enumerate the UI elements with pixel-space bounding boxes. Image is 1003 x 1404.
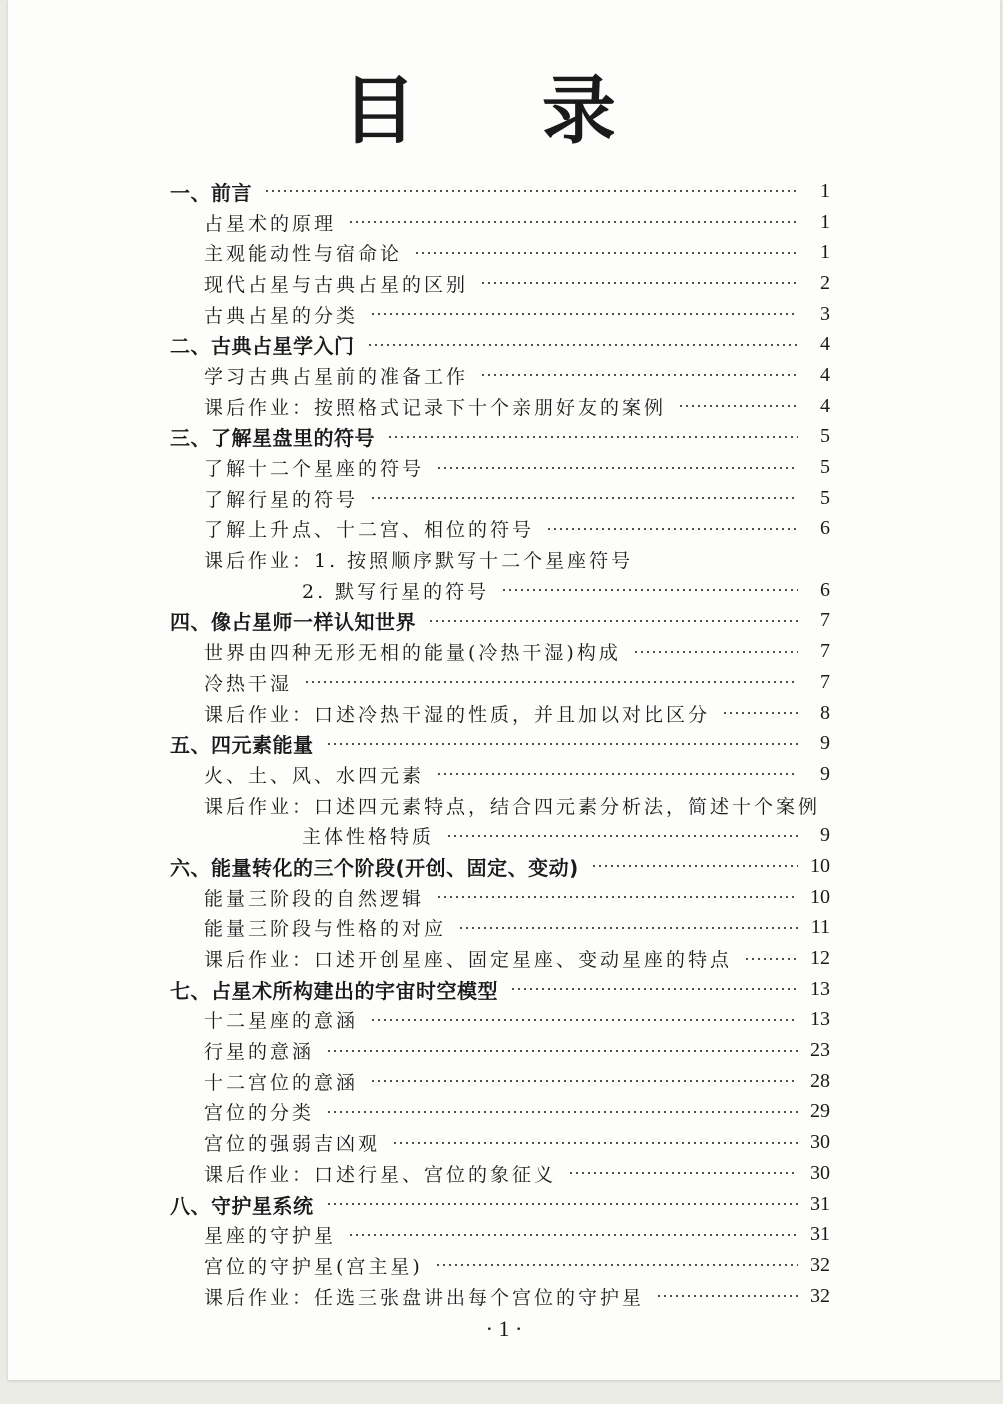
dot-leader bbox=[436, 772, 798, 776]
toc-entry-row bbox=[170, 1219, 830, 1250]
toc-page-number: 13 bbox=[810, 977, 830, 1000]
toc-page-number: 1 bbox=[820, 179, 830, 202]
dot-leader bbox=[370, 1079, 798, 1083]
toc-page-number: 5 bbox=[820, 456, 830, 479]
dot-leader bbox=[264, 189, 798, 193]
toc-entry-row bbox=[170, 913, 830, 944]
dot-leader bbox=[326, 1049, 798, 1053]
toc-page-number: 12 bbox=[810, 947, 830, 970]
dot-leader bbox=[370, 1018, 798, 1022]
toc-entry-row bbox=[170, 943, 830, 974]
toc-entry-row bbox=[170, 237, 830, 268]
toc-entry-label: 世界由四种无形无相的能量(冷热干湿)构成 bbox=[204, 642, 621, 665]
dot-leader bbox=[480, 373, 798, 377]
toc-page-number: 9 bbox=[820, 762, 830, 785]
dot-leader bbox=[446, 834, 798, 838]
toc-page-number: 6 bbox=[820, 578, 830, 601]
toc-entry-label: 课后作业：口述行星、宫位的象征义 bbox=[204, 1163, 557, 1186]
toc-entry-label: 八、守护星系统 bbox=[170, 1193, 314, 1218]
toc-entry-row bbox=[170, 299, 830, 330]
toc-entry-label: 课后作业：口述开创星座、固定星座、变动星座的特点 bbox=[204, 949, 733, 972]
toc-entry-row bbox=[170, 759, 830, 790]
toc-entry-label: 七、占星术所构建出的宇宙时空模型 bbox=[170, 978, 498, 1003]
toc-entry-label: 行星的意涵 bbox=[204, 1041, 315, 1064]
dot-leader bbox=[370, 312, 798, 316]
toc-page-number: 9 bbox=[820, 732, 830, 755]
dot-leader bbox=[678, 404, 798, 408]
toc-page-number: 28 bbox=[810, 1069, 830, 1092]
toc-entry-label: 三、了解星盘里的符号 bbox=[170, 426, 375, 451]
toc-entry-label: 主体性格特质 bbox=[302, 826, 435, 849]
toc-chapter-row bbox=[170, 422, 830, 453]
toc-page-number: 5 bbox=[820, 425, 830, 448]
toc-entry-row bbox=[170, 698, 830, 729]
toc-page-number: 2 bbox=[820, 271, 830, 294]
toc-page-number: 30 bbox=[810, 1161, 830, 1184]
toc-page-number: 1 bbox=[820, 210, 830, 233]
toc-chapter-row bbox=[170, 728, 830, 759]
dot-leader bbox=[435, 1263, 798, 1267]
dot-leader bbox=[744, 957, 798, 961]
dot-leader bbox=[501, 588, 798, 592]
dot-leader bbox=[326, 1202, 799, 1206]
toc-entry-label: 冷热干湿 bbox=[204, 672, 293, 695]
toc-entry-label: 了解行星的符号 bbox=[204, 488, 359, 511]
toc-entry-row bbox=[170, 1127, 830, 1158]
toc-page-number: 8 bbox=[820, 701, 830, 724]
toc-entry-label: 占星术的原理 bbox=[204, 212, 337, 235]
dot-leader bbox=[633, 650, 798, 654]
toc-entry-label: 主观能动性与宿命论 bbox=[204, 243, 403, 266]
toc-entry-label: 古典占星的分类 bbox=[204, 304, 359, 327]
dot-leader bbox=[436, 895, 798, 899]
toc-entry-row bbox=[170, 452, 830, 483]
dot-leader bbox=[510, 987, 798, 991]
toc-entry-row bbox=[170, 575, 830, 606]
toc-entry-row bbox=[170, 1005, 830, 1036]
toc-entry-row bbox=[170, 790, 830, 821]
toc-page-number: 7 bbox=[820, 609, 830, 632]
page-title: 目 录 bbox=[342, 68, 666, 154]
toc-entry-label: 课后作业：口述冷热干湿的性质，并且加以对比区分 bbox=[204, 703, 711, 726]
page-number: · 1 · bbox=[485, 1316, 523, 1341]
toc-entry-label: 六、能量转化的三个阶段(开创、固定、变动) bbox=[170, 855, 579, 880]
toc-entry-label: 四、像占星师一样认知世界 bbox=[170, 610, 416, 635]
document-page bbox=[8, 0, 1000, 1380]
dot-leader bbox=[367, 343, 799, 347]
toc-entry-label: 十二宫位的意涵 bbox=[204, 1071, 359, 1094]
dot-leader bbox=[568, 1171, 798, 1175]
toc-page-number: 6 bbox=[820, 517, 830, 540]
toc-entry-row bbox=[170, 1250, 830, 1281]
toc-chapter-row bbox=[170, 1189, 830, 1220]
toc-entry-row bbox=[170, 667, 830, 698]
toc-entry-label: 能量三阶段的自然逻辑 bbox=[204, 887, 425, 910]
toc-chapter-row bbox=[170, 851, 830, 882]
toc-entry-row bbox=[170, 1097, 830, 1128]
toc-page-number: 9 bbox=[820, 824, 830, 847]
toc-entry-row bbox=[170, 391, 830, 422]
toc-entry-label: 课后作业：按照格式记录下十个亲朋好友的案例 bbox=[204, 396, 667, 419]
toc-entry-row bbox=[170, 820, 830, 851]
toc-page-number: 31 bbox=[810, 1192, 830, 1215]
toc-page-number: 13 bbox=[810, 1008, 830, 1031]
toc-page-number: 31 bbox=[810, 1223, 830, 1246]
toc-page-number: 7 bbox=[820, 670, 830, 693]
dot-leader bbox=[326, 742, 799, 746]
toc-entry-label: 宫位的分类 bbox=[204, 1102, 315, 1125]
dot-leader bbox=[348, 220, 798, 224]
dot-leader bbox=[722, 711, 798, 715]
toc-page-number: 4 bbox=[820, 363, 830, 386]
toc-entry-row bbox=[170, 1066, 830, 1097]
toc-entry-label: 了解上升点、十二宫、相位的符号 bbox=[204, 519, 535, 542]
dot-leader bbox=[656, 1294, 798, 1298]
toc-page-number: 10 bbox=[810, 885, 830, 908]
toc-entry-row bbox=[170, 636, 830, 667]
toc-page-number: 3 bbox=[820, 302, 830, 325]
dot-leader bbox=[591, 864, 798, 868]
dot-leader bbox=[546, 527, 798, 531]
toc-entry-label: 火、土、风、水四元素 bbox=[204, 764, 425, 787]
toc-page-number: 10 bbox=[810, 854, 830, 877]
toc-page-number: 29 bbox=[810, 1100, 830, 1123]
toc-entry-row bbox=[170, 483, 830, 514]
dot-leader bbox=[326, 1110, 798, 1114]
toc-page-number: 1 bbox=[820, 241, 830, 264]
toc-entry-row bbox=[170, 268, 830, 299]
toc-entry-row bbox=[170, 1281, 830, 1312]
toc-page-number: 4 bbox=[820, 394, 830, 417]
toc-entry-label: 2. 默写行星的符号 bbox=[302, 580, 490, 603]
toc-entry-label: 能量三阶段与性格的对应 bbox=[204, 918, 447, 941]
toc-entry-label: 课后作业：任选三张盘讲出每个宫位的守护星 bbox=[204, 1286, 645, 1309]
toc-page-number: 23 bbox=[810, 1039, 830, 1062]
dot-leader bbox=[414, 251, 798, 255]
toc-page-number: 32 bbox=[810, 1284, 830, 1307]
toc-page-number: 5 bbox=[820, 486, 830, 509]
toc-entry-row bbox=[170, 882, 830, 913]
toc-chapter-row bbox=[170, 974, 830, 1005]
toc-entry-label: 了解十二个星座的符号 bbox=[204, 458, 425, 481]
dot-leader bbox=[348, 1233, 798, 1237]
toc-entry-row bbox=[170, 544, 830, 575]
toc-chapter-row bbox=[170, 606, 830, 637]
toc-entry-label: 学习古典占星前的准备工作 bbox=[204, 365, 469, 388]
toc-entry-row bbox=[170, 1158, 830, 1189]
toc-page-number: 11 bbox=[810, 916, 830, 939]
dot-leader bbox=[428, 619, 798, 623]
toc-entry-label: 宫位的强弱吉凶观 bbox=[204, 1133, 381, 1156]
toc-entry-label: 现代占星与古典占星的区别 bbox=[204, 273, 469, 296]
toc-entry-label: 十二星座的意涵 bbox=[204, 1010, 359, 1033]
toc-entry-row bbox=[170, 360, 830, 391]
dot-leader bbox=[436, 466, 798, 470]
toc-page-number: 30 bbox=[810, 1131, 830, 1154]
dot-leader bbox=[387, 435, 798, 439]
toc-entry-label: 课后作业：口述四元素特点，结合四元素分析法，简述十个案例 bbox=[204, 795, 821, 818]
dot-leader bbox=[304, 680, 798, 684]
toc-chapter-row bbox=[170, 176, 830, 207]
dot-leader bbox=[370, 496, 798, 500]
toc-page-number: 32 bbox=[810, 1253, 830, 1276]
toc-entry-label: 一、前言 bbox=[170, 180, 252, 205]
dot-leader bbox=[392, 1141, 798, 1145]
toc-entry-row bbox=[170, 207, 830, 238]
toc-entry-label: 宫位的守护星(宫主星) bbox=[204, 1255, 423, 1278]
dot-leader bbox=[458, 926, 798, 930]
toc-entry-label: 五、四元素能量 bbox=[170, 733, 314, 758]
toc-entry-label: 课后作业：1. 按照顺序默写十二个星座符号 bbox=[204, 550, 634, 573]
dot-leader bbox=[480, 281, 798, 285]
toc-entry-row bbox=[170, 1035, 830, 1066]
toc-entry-label: 星座的守护星 bbox=[204, 1225, 337, 1248]
toc-entry-row bbox=[170, 514, 830, 545]
toc-entry-label: 二、古典占星学入门 bbox=[170, 334, 355, 359]
table-of-contents bbox=[170, 176, 830, 1311]
toc-page-number: 7 bbox=[820, 640, 830, 663]
toc-page-number: 4 bbox=[820, 333, 830, 356]
toc-chapter-row bbox=[170, 329, 830, 360]
